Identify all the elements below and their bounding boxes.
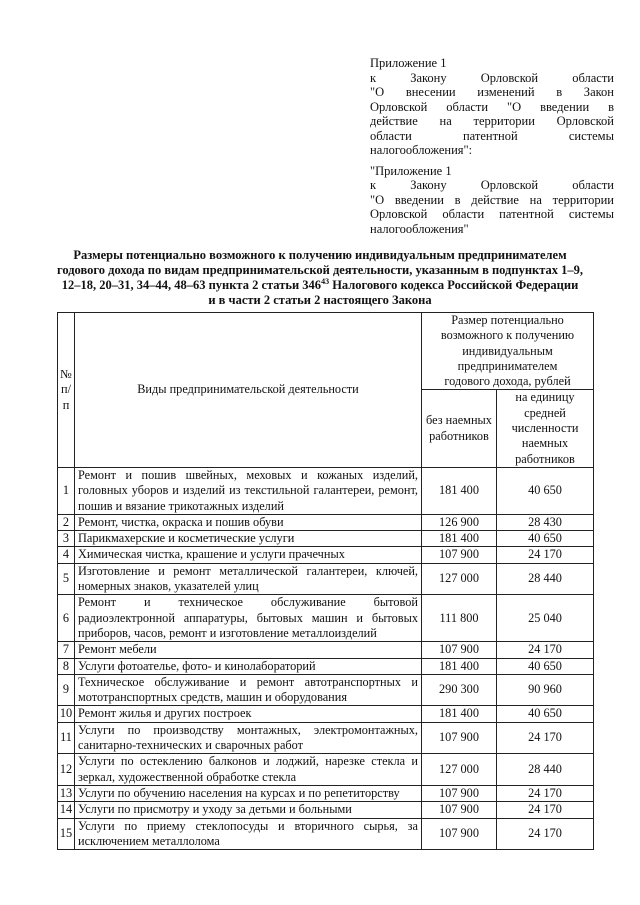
row-number: 7 [58,642,75,658]
row-income-no-employees: 290 300 [422,674,497,706]
table-row [58,674,594,706]
row-income-no-employees: 181 400 [422,531,497,547]
row-income-per-employee: 28 430 [497,514,594,530]
row-activity: Ремонт и пошив швейных, меховых и кожаных изделий, головных уборов и изделий из текстильной галантереи, ремонт, пошив и вязание трикотажных изделий [75,467,422,514]
annex-line: "О введении в действие на территории [370,192,614,207]
title-text: Налогового кодекса Российской Федерации [329,278,579,292]
row-number: 10 [58,706,75,722]
annex-line: к Закону Орловской области [370,178,614,192]
row-activity: Химическая чистка, крашение и услуги прачечных [75,547,422,563]
row-number: 11 [58,722,75,754]
row-number: 5 [58,563,75,595]
row-activity: Услуги по остеклению балконов и лоджий, нарезке стекла и зеркал, художественной обработке стекла [75,754,422,786]
title-line: годового дохода по видам предпринимательской деятельности, указанным в подпунктах 1–9, [56,263,584,277]
row-activity: Услуги по производству монтажных, электромонтажных, санитарно-технических и сварочных работ [75,722,422,754]
annex-line: к Закону Орловской области [370,70,614,85]
row-number: 2 [58,514,75,530]
row-number: 15 [58,818,75,850]
row-activity: Ремонт, чистка, окраска и пошив обуви [75,514,422,530]
annex-line: Орловской области "О введении в [370,99,614,114]
row-income-no-employees: 107 900 [422,722,497,754]
row-number: 13 [58,785,75,801]
row-income-no-employees: 107 900 [422,818,497,850]
row-income-no-employees: 107 900 [422,547,497,563]
row-number: 6 [58,595,75,642]
table-row [58,706,594,722]
title-superscript: 43 [321,276,330,286]
row-income-no-employees: 111 800 [422,595,497,642]
row-income-per-employee: 24 170 [497,818,594,850]
row-number: 3 [58,531,75,547]
table-row [58,754,594,786]
row-income-per-employee: 40 650 [497,531,594,547]
row-income-per-employee: 24 170 [497,547,594,563]
row-income-no-employees: 107 900 [422,642,497,658]
row-activity: Ремонт мебели [75,642,422,658]
annex-line: Орловской области патентной системы [370,207,614,221]
row-income-per-employee: 24 170 [497,722,594,754]
annex-line: налогообложения" [370,221,469,236]
row-income-no-employees: 181 400 [422,706,497,722]
table-row [58,722,594,754]
row-number: 1 [58,467,75,514]
row-activity: Парикмахерские и косметические услуги [75,531,422,547]
header-no-employees: без наемных работников [422,390,497,467]
row-income-no-employees: 127 000 [422,754,497,786]
row-income-per-employee: 40 650 [497,658,594,674]
title-line: Размеры потенциально возможного к получению индивидуальным предпринимателем [73,248,567,262]
header-num: № п/п [58,313,75,468]
table-row [58,785,594,801]
row-income-no-employees: 107 900 [422,802,497,818]
row-activity: Услуги фотоателье, фото- и кинолабораторий [75,658,422,674]
annex-line: "Приложение 1 [370,163,452,178]
row-activity: Услуги по обучению населения на курсах и по репетиторству [75,785,422,801]
annex-line: действие на территории Орловской [370,114,614,128]
table-row [58,595,594,642]
row-activity: Ремонт и техническое обслуживание бытовой радиоэлектронной аппаратуры, бытовых машин и бытовых приборов, часов, ремонт и изготовление металлоизделий [75,595,422,642]
row-income-per-employee: 28 440 [497,754,594,786]
row-income-per-employee: 24 170 [497,802,594,818]
title-line [20,278,620,293]
header-row [58,313,594,390]
annex-original-law [370,164,614,237]
row-number: 14 [58,802,75,818]
row-income-no-employees: 181 400 [422,467,497,514]
annex-line: области патентной системы [370,128,614,143]
table-row [58,531,594,547]
row-income-no-employees: 127 000 [422,563,497,595]
row-activity: Изготовление и ремонт металлической галантереи, ключей, номерных знаков, указателей улиц [75,563,422,595]
header-income: Размер потенциально возможного к получению индивидуальным предпринимателем годового дохода, рублей [422,313,594,390]
row-income-per-employee: 90 960 [497,674,594,706]
row-number: 12 [58,754,75,786]
row-income-per-employee: 24 170 [497,642,594,658]
annex-line: налогообложения": [370,143,473,157]
row-income-per-employee: 25 040 [497,595,594,642]
row-income-no-employees: 126 900 [422,514,497,530]
row-income-per-employee: 24 170 [497,785,594,801]
row-income-no-employees: 181 400 [422,658,497,674]
row-income-no-employees: 107 900 [422,785,497,801]
row-income-per-employee: 40 650 [497,706,594,722]
row-number: 4 [58,547,75,563]
table-row [58,818,594,850]
row-income-per-employee: 40 650 [497,467,594,514]
annex-line: "О внесении изменений в Закон [370,85,614,99]
annex-reference [370,56,614,236]
table-row [58,467,594,514]
document-title [20,248,620,308]
annex-line: Приложение 1 [370,56,447,70]
row-activity: Техническое обслуживание и ремонт автотранспортных и мототранспортных средств, машин и оборудования [75,674,422,706]
table-row [58,547,594,563]
table-row [58,514,594,530]
row-income-per-employee: 28 440 [497,563,594,595]
table-row [58,642,594,658]
row-activity: Ремонт жилья и других построек [75,706,422,722]
table-row [58,563,594,595]
table-row [58,658,594,674]
title-line: и в части 2 статьи 2 настоящего Закона [208,293,432,307]
table-row [58,802,594,818]
annex-amending-law [370,56,614,158]
header-activity: Виды предпринимательской деятельности [75,313,422,468]
header-per-employee: на единицу средней численности наемных работников [497,390,594,467]
row-activity: Услуги по присмотру и уходу за детьми и больными [75,802,422,818]
row-number: 9 [58,674,75,706]
row-number: 8 [58,658,75,674]
title-text: 12–18, 20–31, 34–44, 48–63 пункта 2 статьи 346 [61,278,322,292]
income-table [57,312,594,850]
row-activity: Услуги по приему стеклопосуды и вторичного сырья, за исключением металлолома [75,818,422,850]
